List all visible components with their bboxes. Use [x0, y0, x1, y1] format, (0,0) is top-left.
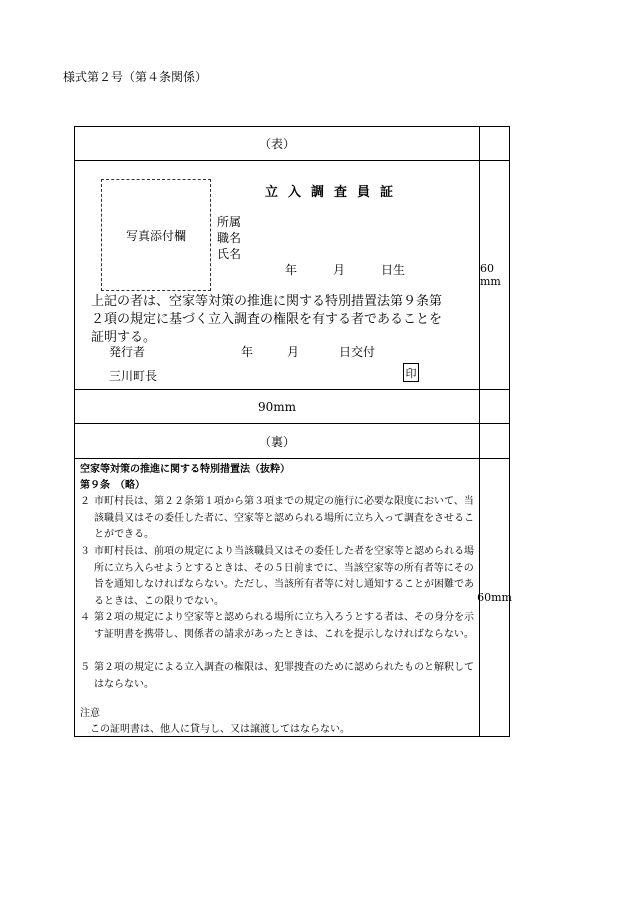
paragraph-number: ２	[80, 496, 90, 507]
issue-month: 月	[287, 345, 300, 359]
law-article: 第９条 （略）	[80, 480, 145, 491]
law-paragraph-3	[80, 544, 478, 610]
field-name: 氏名	[217, 247, 242, 261]
paragraph-number: ３	[80, 546, 90, 557]
issue-year: 年	[241, 345, 254, 359]
certificate-form-table	[74, 126, 510, 737]
seal-box: 印	[403, 363, 419, 382]
field-affiliation: 所属	[217, 215, 242, 229]
paragraph-text: 市町村長は、前項の規定により当該職員又はその委任した者を空家等と認められる場所に立ち入らせようとするときは、その５日前までに、当該空家等の所有者等にその旨を通知しなければならない。ただし、当該所有者等に対し通知することが困難であるときは、この限りでない。	[94, 546, 474, 607]
note-text: この証明書は、他人に貸与し、又は譲渡してはならない。	[90, 724, 350, 735]
card-title: 立入調査員証	[265, 185, 404, 200]
back-height-dimension: 60mm	[479, 458, 510, 737]
certification-text: 上記の者は、空家等対策の推進に関する特別措置法第９条第２項の規定に基づく立入調査の権限を有する者であることを証明する。	[91, 294, 443, 345]
front-card	[74, 160, 480, 390]
paragraph-text: 市町村長は、第２２条第１項から第３項までの規定の施行に必要な限度において、当該職員又はその委任した者に、空家等と認められる場所に立ち入って調査をさせることができる。	[94, 496, 474, 540]
issuer-label: 発行者	[109, 345, 146, 359]
back-header: （裏）	[74, 423, 480, 459]
photo-box	[101, 179, 211, 291]
field-position: 職名	[217, 231, 242, 245]
front-height-dimension: 60 mm	[479, 160, 510, 390]
birth-year: 年	[285, 263, 298, 277]
birth-day: 日生	[381, 263, 406, 277]
paragraph-text: 第２項の規定により空家等と認められる場所に立ち入ろうとする者は、その身分を示す証明書を携帯し、関係者の請求があったときは、これを提示しなければならない。	[94, 612, 474, 640]
back-header-side	[479, 423, 510, 459]
photo-label: 写真添付欄	[125, 228, 186, 243]
birth-month: 月	[333, 263, 346, 277]
form-title: 様式第２号（第４条関係）	[63, 70, 208, 84]
front-header-side	[479, 126, 510, 161]
mayor-label: 三川町長	[109, 369, 158, 383]
law-paragraph-5	[80, 660, 478, 693]
law-title: 空家等対策の推進に関する特別措置法（抜粋）	[80, 464, 290, 475]
front-width-dimension: 90mm	[74, 389, 480, 424]
paragraph-number: ５	[80, 662, 90, 673]
issue-day: 日交付	[339, 345, 376, 359]
paragraph-text: 第２項の規定による立入調査の権限は、犯罪捜査のために認められたものと解釈してはならない。	[94, 662, 474, 690]
front-header: （表）	[74, 126, 480, 161]
law-paragraph-4	[80, 610, 478, 643]
note-heading: 注意	[80, 708, 100, 719]
width-row-side	[479, 389, 510, 424]
paragraph-number: ４	[80, 612, 90, 623]
law-paragraph-2	[80, 494, 478, 544]
